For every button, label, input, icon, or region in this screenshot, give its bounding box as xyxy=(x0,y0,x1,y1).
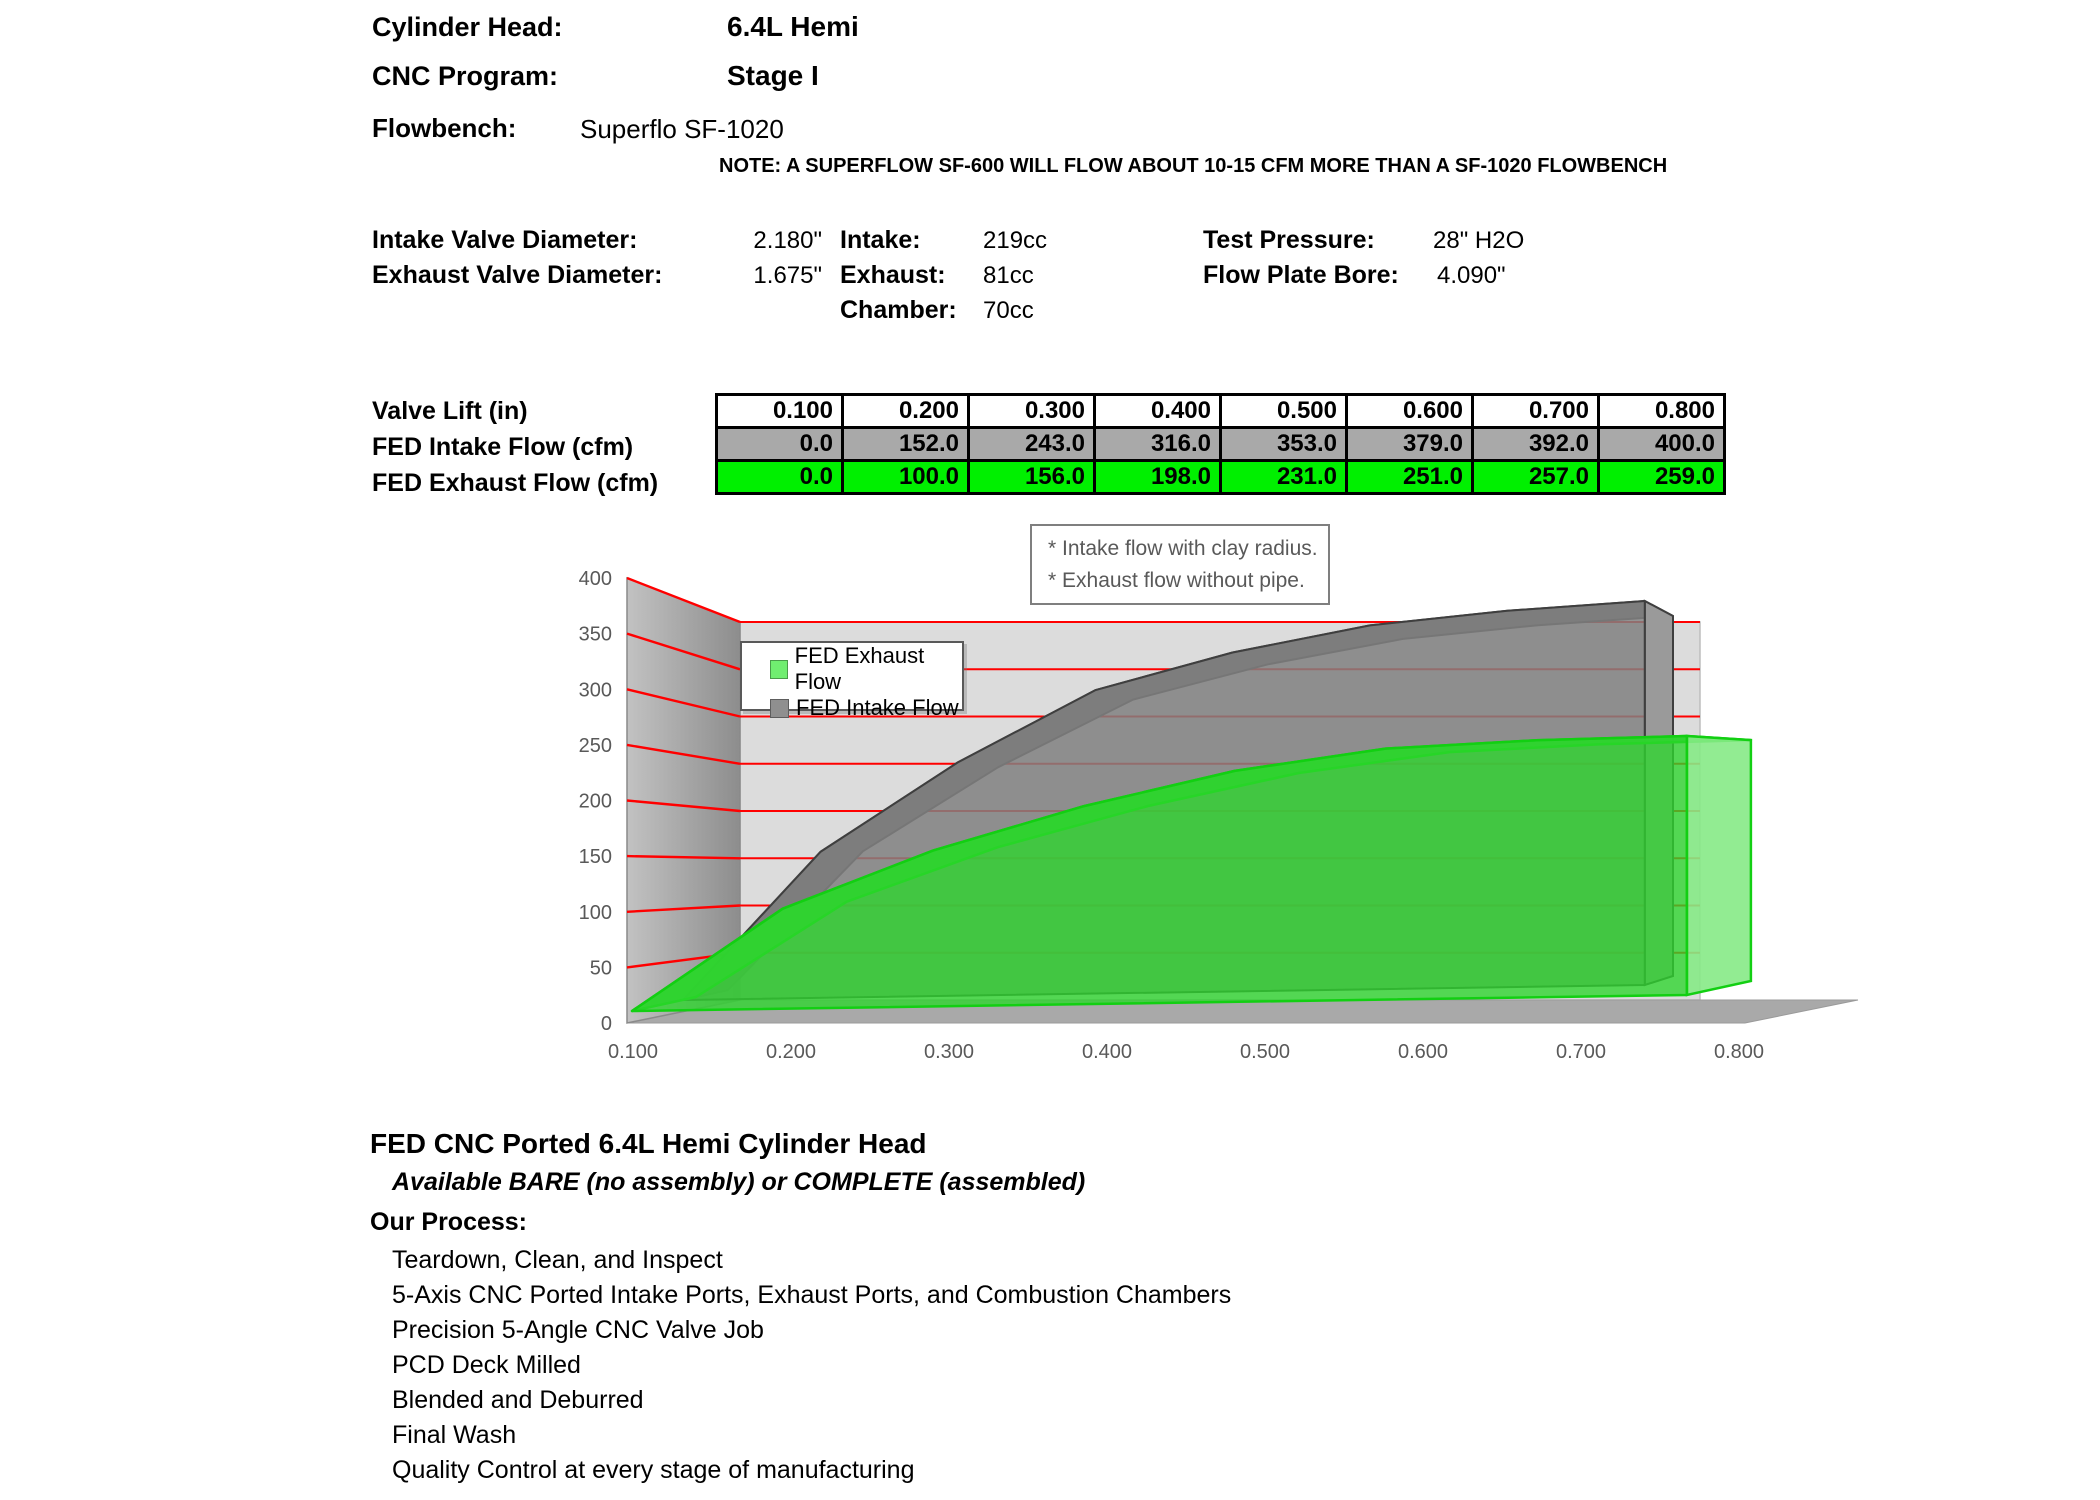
y-axis-tick-label: 300 xyxy=(578,679,612,702)
table-cell: 0.0 xyxy=(717,428,843,461)
test-pressure-value: 28" H2O xyxy=(1433,227,1525,254)
intake-volume-label: Intake: xyxy=(840,226,921,254)
valve-lift-row-label: Valve Lift (in) xyxy=(372,396,528,425)
table-cell: 100.0 xyxy=(843,461,969,494)
table-cell: 0.400 xyxy=(1095,395,1221,428)
annotation-line: * Intake flow with clay radius. xyxy=(1048,537,1318,560)
table-cell: 259.0 xyxy=(1599,461,1725,494)
annotation-line: * Exhaust flow without pipe. xyxy=(1048,568,1305,592)
table-cell: 257.0 xyxy=(1473,461,1599,494)
cylinder-head-label: Cylinder Head: xyxy=(372,12,563,42)
process-step: PCD Deck Milled xyxy=(392,1351,581,1379)
process-step: Final Wash xyxy=(392,1421,517,1449)
table-cell: 316.0 xyxy=(1095,428,1221,461)
cylinder-head-value: 6.4L Hemi xyxy=(727,11,859,42)
x-axis-tick-label: 0.800 xyxy=(1713,1041,1765,1063)
x-axis-tick-label: 0.600 xyxy=(1397,1041,1449,1063)
table-cell: 0.200 xyxy=(843,395,969,428)
table-cell: 0.600 xyxy=(1347,395,1473,428)
intake-volume-value: 219cc xyxy=(983,227,1048,254)
table-cell: 392.0 xyxy=(1473,428,1599,461)
x-axis-tick-label: 0.100 xyxy=(607,1041,659,1063)
y-axis-tick-label: 350 xyxy=(578,623,612,646)
y-axis-tick-label: 400 xyxy=(578,568,612,590)
exhaust-valve-diameter-label: Exhaust Valve Diameter: xyxy=(372,261,663,289)
flowbench-note: NOTE: A SUPERFLOW SF-600 WILL FLOW ABOUT 10-15 CFM MORE THAN A SF-1020 FLOWBENCH xyxy=(719,155,1668,177)
table-cell: 0.300 xyxy=(969,395,1095,428)
footer-subtitle: Available BARE (no assembly) or COMPLETE (assembled) xyxy=(392,1168,1086,1196)
cnc-program-value: Stage I xyxy=(727,60,819,91)
table-cell: 0.100 xyxy=(717,395,843,428)
flowbench-value: Superflo SF-1020 xyxy=(580,114,784,144)
test-pressure-label: Test Pressure: xyxy=(1203,226,1375,254)
table-cell: 379.0 xyxy=(1347,428,1473,461)
table-cell: 231.0 xyxy=(1221,461,1347,494)
flowbench-label: Flowbench: xyxy=(372,113,517,143)
flow-plate-bore-value: 4.090" xyxy=(1437,262,1506,289)
x-axis-tick-label: 0.500 xyxy=(1239,1041,1291,1063)
y-axis-tick-label: 0 xyxy=(600,1013,612,1035)
exhaust-valve-diameter-value: 1.675" xyxy=(753,262,822,289)
exhaust-flow-row-label: FED Exhaust Flow (cfm) xyxy=(372,468,659,497)
process-step: Blended and Deburred xyxy=(392,1386,644,1414)
table-cell: 198.0 xyxy=(1095,461,1221,494)
table-cell: 152.0 xyxy=(843,428,969,461)
flow-plate-bore-label: Flow Plate Bore: xyxy=(1203,261,1399,289)
y-axis-tick-label: 250 xyxy=(578,734,612,757)
exhaust-volume-value: 81cc xyxy=(983,262,1034,289)
cnc-program-label: CNC Program: xyxy=(372,61,559,91)
table-cell: 251.0 xyxy=(1347,461,1473,494)
legend-label: FED Intake Flow xyxy=(796,695,959,720)
exhaust-series-swatch-icon xyxy=(770,660,788,679)
process-step: Quality Control at every stage of manufacturing xyxy=(392,1456,915,1484)
intake-series-swatch-icon xyxy=(770,699,789,718)
y-axis-tick-label: 100 xyxy=(578,901,612,924)
x-axis-tick-label: 0.700 xyxy=(1555,1041,1607,1063)
process-step: Teardown, Clean, and Inspect xyxy=(392,1246,723,1274)
legend-entry-intake xyxy=(770,695,962,721)
intake-valve-diameter-value: 2.180" xyxy=(753,227,822,254)
x-axis-tick-label: 0.400 xyxy=(1081,1041,1133,1063)
table-cell: 0.500 xyxy=(1221,395,1347,428)
x-axis-tick-label: 0.300 xyxy=(923,1041,975,1063)
chamber-volume-label: Chamber: xyxy=(840,296,957,324)
table-cell: 243.0 xyxy=(969,428,1095,461)
x-axis-tick-label: 0.200 xyxy=(765,1041,817,1063)
exhaust-volume-label: Exhaust: xyxy=(840,261,946,289)
process-step: Precision 5-Angle CNC Valve Job xyxy=(392,1316,764,1344)
table-cell: 156.0 xyxy=(969,461,1095,494)
table-cell: 0.700 xyxy=(1473,395,1599,428)
legend-label: FED Exhaust Flow xyxy=(794,643,925,694)
chamber-volume-value: 70cc xyxy=(983,297,1034,324)
table-cell: 353.0 xyxy=(1221,428,1347,461)
y-axis-tick-label: 50 xyxy=(589,957,612,980)
chart-legend xyxy=(740,641,964,720)
chart-annotation-box xyxy=(1030,524,1330,605)
process-step: 5-Axis CNC Ported Intake Ports, Exhaust Ports, and Combustion Chambers xyxy=(392,1281,1232,1309)
footer-title: FED CNC Ported 6.4L Hemi Cylinder Head xyxy=(370,1128,927,1159)
y-axis-tick-label: 200 xyxy=(578,790,612,813)
table-cell: 0.800 xyxy=(1599,395,1725,428)
legend-entry-exhaust xyxy=(770,643,962,695)
intake-valve-diameter-label: Intake Valve Diameter: xyxy=(372,226,638,254)
table-cell: 0.0 xyxy=(717,461,843,494)
table-cell: 400.0 xyxy=(1599,428,1725,461)
intake-flow-row-label: FED Intake Flow (cfm) xyxy=(372,432,634,461)
process-label: Our Process: xyxy=(370,1208,528,1236)
fed-exhaust-flow-side-face xyxy=(1687,736,1751,995)
y-axis-tick-label: 150 xyxy=(578,846,612,869)
